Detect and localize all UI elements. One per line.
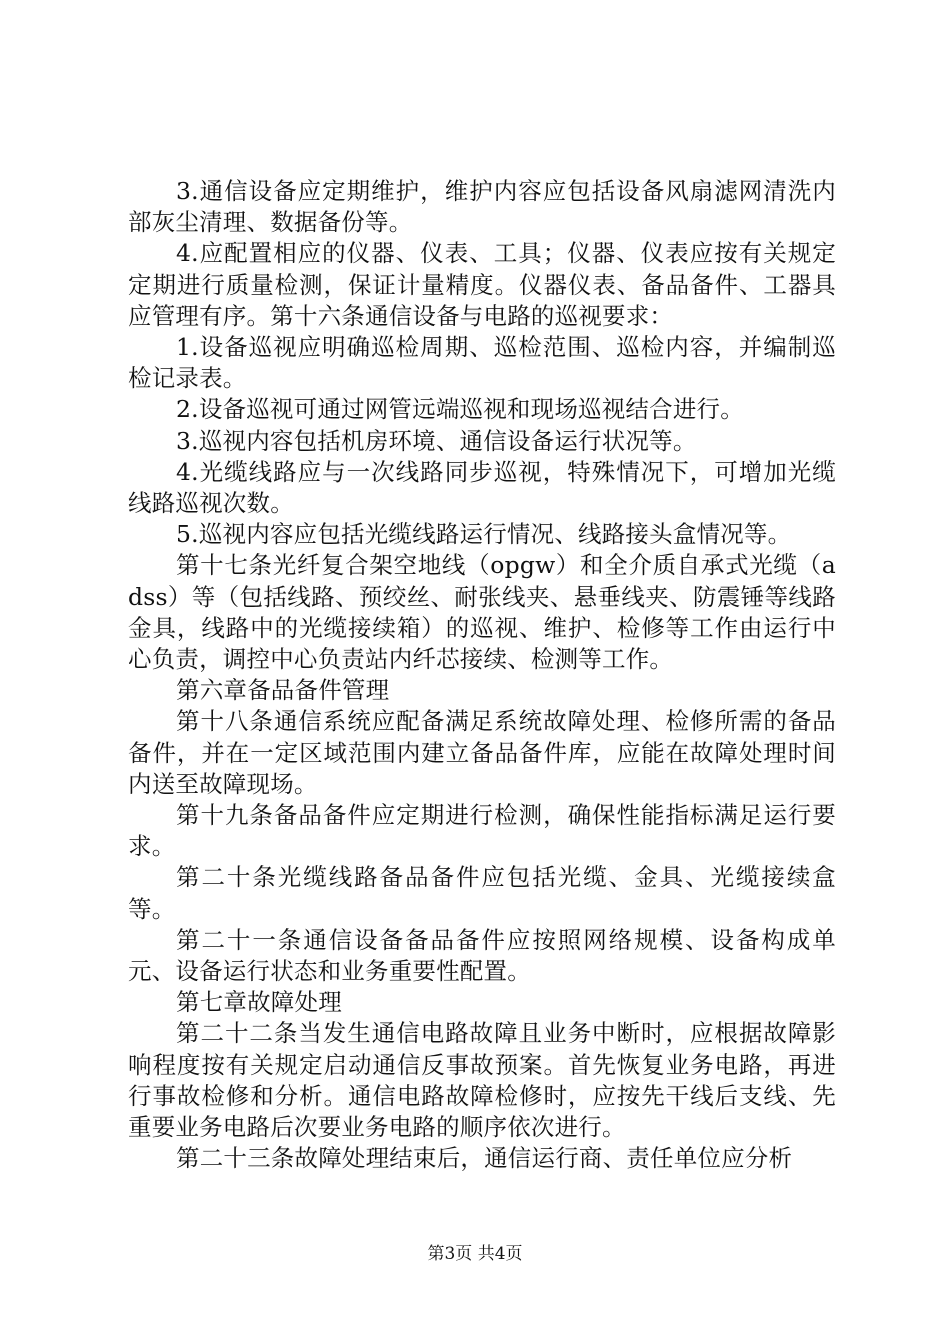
paragraph: 3.巡视内容包括机房环境、通信设备运行状况等。: [176, 426, 697, 455]
paragraph: 第十七条光纤复合架空地线（opgw）和全介质自承式光缆（adss）等（包括线路、预绞丝、耐张线夹、悬垂线夹、防震锤等线路金具，线路中的光缆接续箱）的巡视、维护、检修等工作由运行中心负责，调控中心负责站内纤芯接续、检测等工作。: [128, 551, 836, 674]
paragraph: 第二十条光缆线路备品备件应包括光缆、金具、光缆接续盒等。: [128, 863, 836, 923]
paragraph: 第二十二条当发生通信电路故障且业务中断时，应根据故障影响程度按有关规定启动通信反事故预案。首先恢复业务电路，再进行事故检修和分析。通信电路故障检修时，应按先干线后支线、先重要业务电路后次要业务电路的顺序依次进行。: [128, 1019, 836, 1142]
paragraph: 4.光缆线路应与一次线路同步巡视，特殊情况下，可增加光缆线路巡视次数。: [128, 457, 836, 518]
paragraph: 5.巡视内容应包括光缆线路运行情况、线路接头盒情况等。: [176, 520, 792, 549]
paragraph: 第二十三条故障处理结束后，通信运行商、责任单位应分析: [176, 1144, 793, 1173]
paragraph: 1.设备巡视应明确巡检周期、巡检范围、巡检内容，并编制巡检记录表。: [128, 333, 836, 393]
document-body: [128, 176, 836, 1175]
page-number-footer: 第3页 共4页: [427, 1244, 523, 1264]
chapter-heading: 第七章故障处理: [176, 988, 342, 1017]
paragraph: 3.通信设备应定期维护，维护内容应包括设备风扇滤网清洗内部灰尘清理、数据备份等。: [128, 177, 836, 237]
paragraph: 第二十一条通信设备备品备件应按照网络规模、设备构成单元、设备运行状态和业务重要性配置。: [128, 925, 836, 986]
paragraph: 4.应配置相应的仪器、仪表、工具；仪器、仪表应按有关规定定期进行质量检测，保证计量精度。仪器仪表、备品备件、工器具应管理有序。第十六条通信设备与电路的巡视要求：: [128, 239, 836, 330]
paragraph: 2.设备巡视可通过网管远端巡视和现场巡视结合进行。: [176, 395, 744, 424]
chapter-heading: 第六章备品备件管理: [176, 676, 390, 705]
paragraph: 第十九条备品备件应定期进行检测，确保性能指标满足运行要求。: [128, 801, 836, 861]
paragraph: 第十八条通信系统应配备满足系统故障处理、检修所需的备品备件，并在一定区域范围内建立备品备件库，应能在故障处理时间内送至故障现场。: [128, 707, 836, 798]
